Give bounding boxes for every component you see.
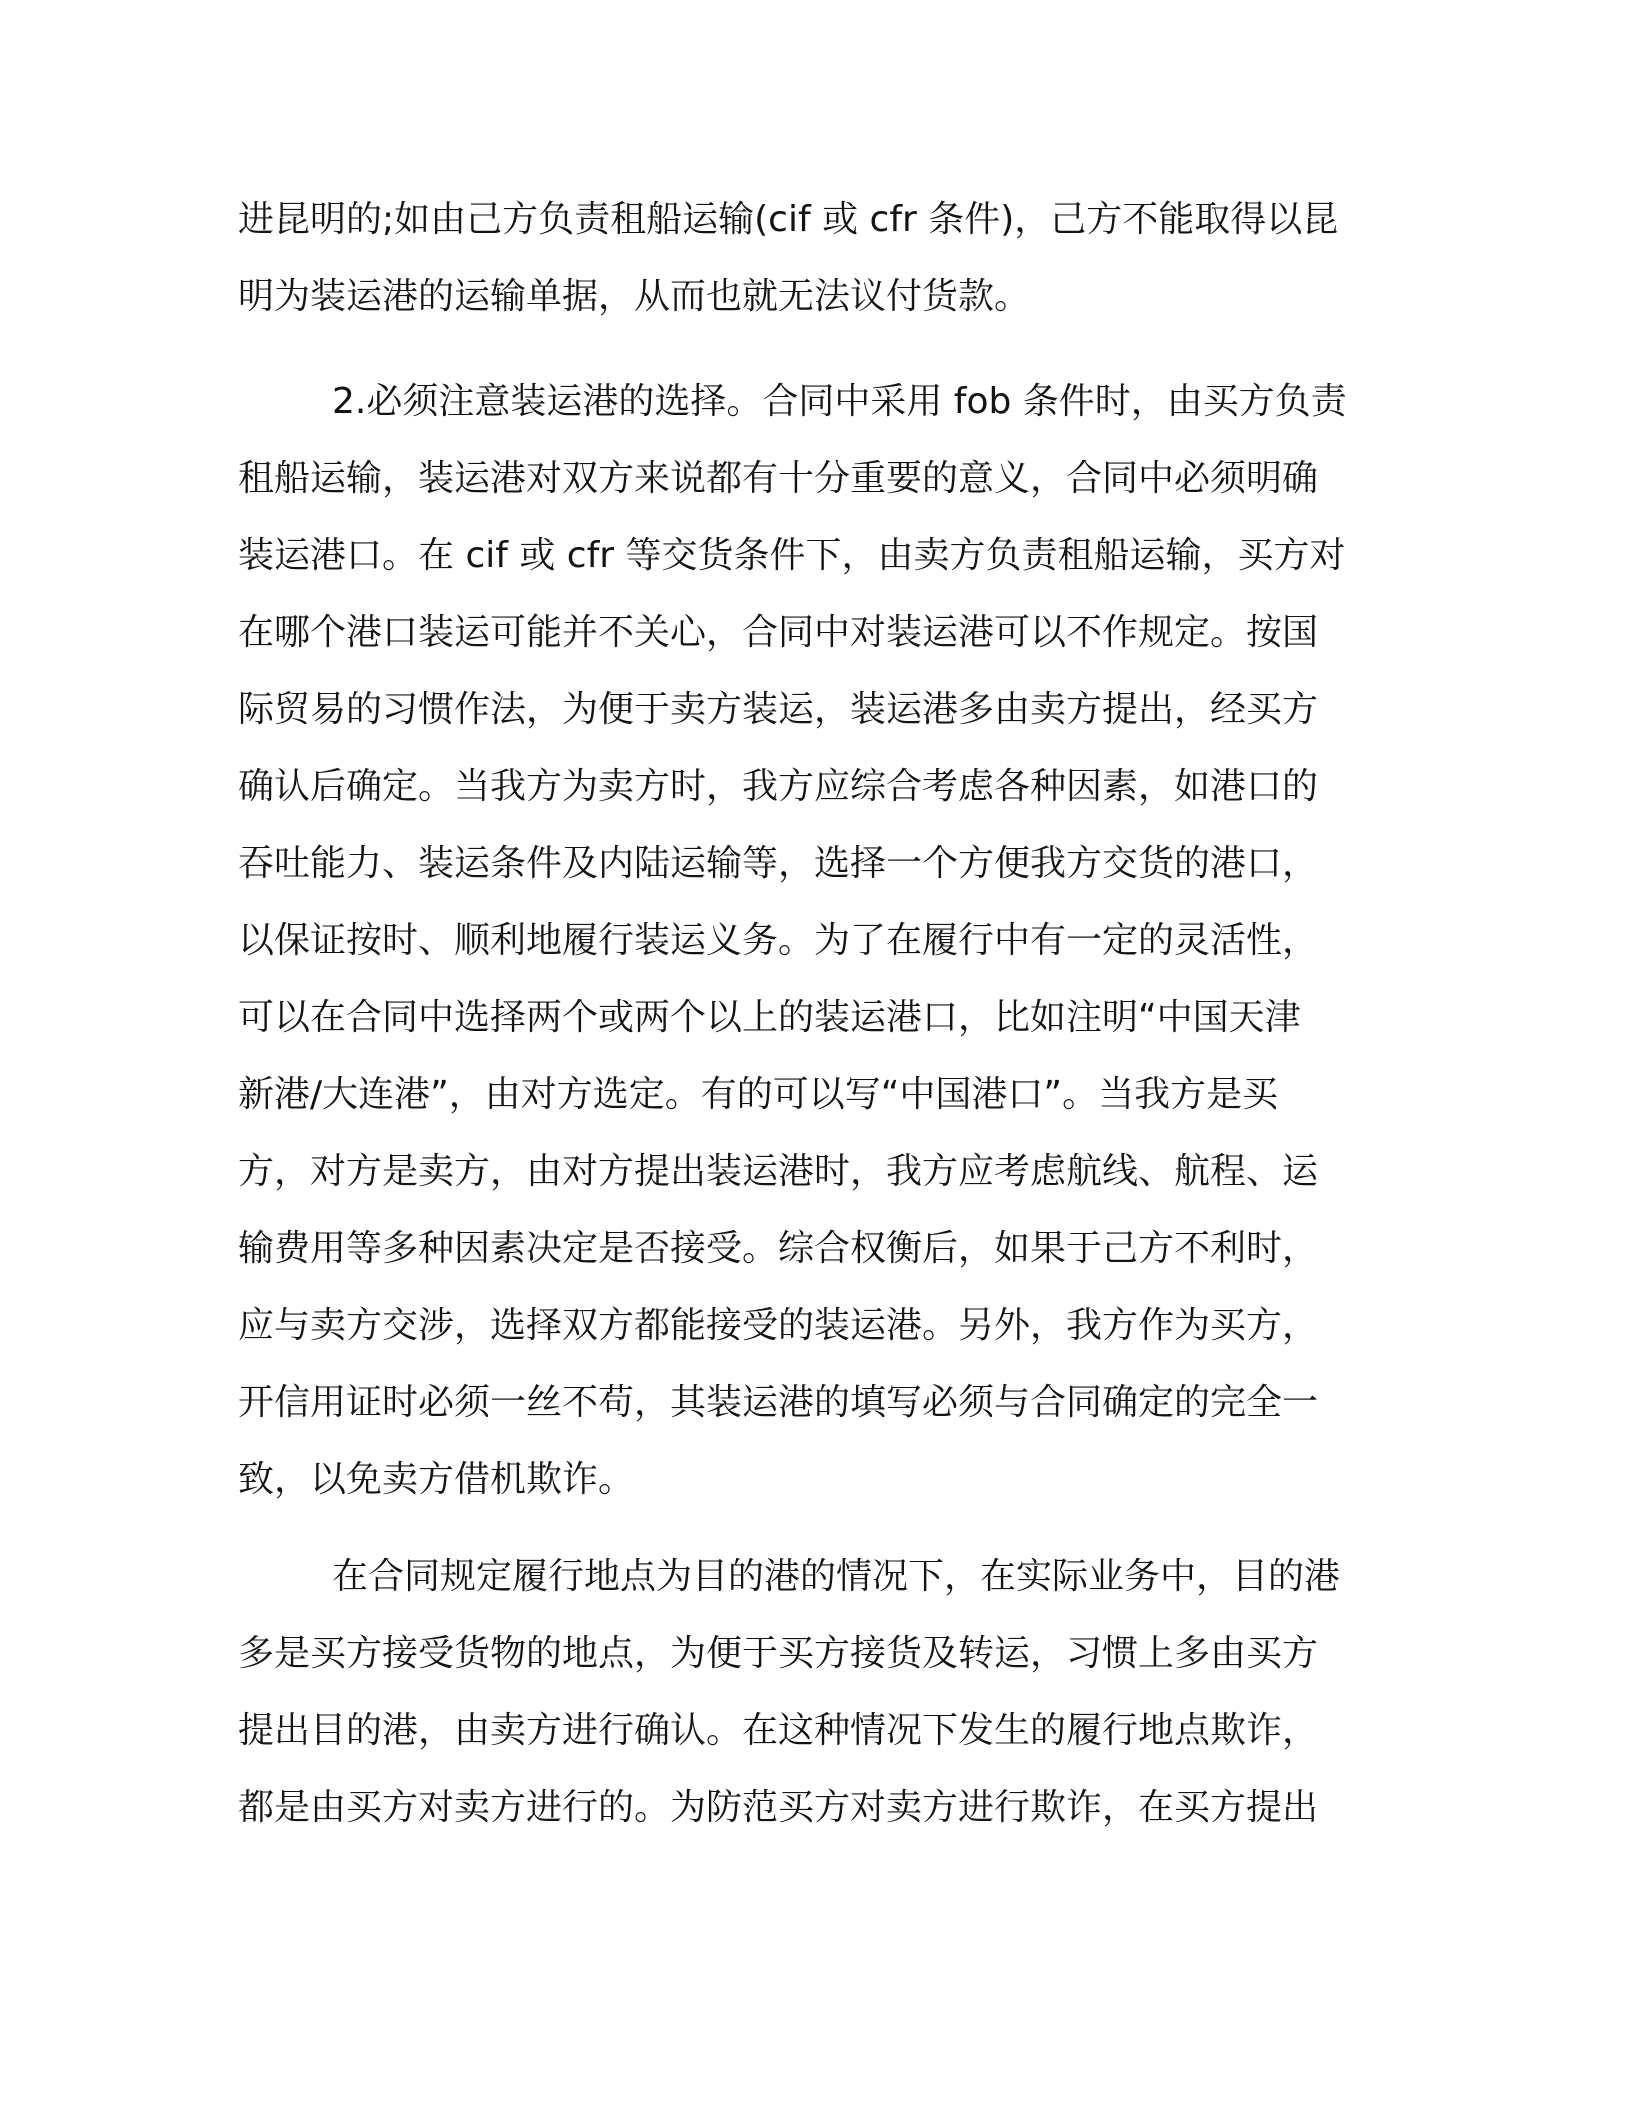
text-line: 吞吐能力、装运条件及内陆运输等，选择一个方便我方交货的港口， [238, 843, 1319, 884]
text-line: 2.必须注意装运港的选择。合同中采用 fob 条件时，由买方负责 [332, 381, 1347, 422]
text-line: 可以在合同中选择两个或两个以上的装运港口，比如注明“中国天津 [238, 997, 1301, 1038]
text-line: 际贸易的习惯作法，为便于卖方装运，装运港多由卖方提出，经买方 [238, 689, 1319, 730]
paragraph-continuation [238, 181, 1378, 335]
text-line: 装运港口。在 cif 或 cfr 等交货条件下，由卖方负责租船运输，买方对 [238, 535, 1346, 576]
text-line: 多是买方接受货物的地点，为便于买方接货及转运，习惯上多由买方 [238, 1633, 1319, 1674]
text-line: 输费用等多种因素决定是否接受。综合权衡后，如果于己方不利时， [238, 1228, 1319, 1269]
text-line: 提出目的港，由卖方进行确认。在这种情况下发生的履行地点欺诈， [238, 1710, 1319, 1751]
paragraph-loading-port [238, 363, 1378, 1518]
text-line: 在哪个港口装运可能并不关心，合同中对装运港可以不作规定。按国 [238, 612, 1319, 653]
text-line: 在合同规定履行地点为目的港的情况下，在实际业务中，目的港 [332, 1556, 1341, 1597]
text-line: 确认后确定。当我方为卖方时，我方应综合考虑各种因素，如港口的 [238, 766, 1319, 807]
text-line: 都是由买方对卖方进行的。为防范买方对卖方进行欺诈，在买方提出 [238, 1787, 1319, 1828]
paragraph-destination-port [238, 1538, 1378, 1846]
text-line: 致，以免卖方借机欺诈。 [238, 1459, 635, 1500]
text-line: 进昆明的;如由己方负责租船运输(cif 或 cfr 条件)，己方不能取得以昆 [238, 199, 1339, 240]
text-line: 开信用证时必须一丝不苟，其装运港的填写必须与合同确定的完全一 [238, 1382, 1319, 1423]
text-line: 租船运输，装运港对双方来说都有十分重要的意义，合同中必须明确 [238, 458, 1319, 499]
text-line: 新港/大连港”，由对方选定。有的可以写“中国港口”。当我方是买 [238, 1074, 1279, 1115]
text-line: 应与卖方交涉，选择双方都能接受的装运港。另外，我方作为买方， [238, 1305, 1319, 1346]
text-line: 方，对方是卖方，由对方提出装运港时，我方应考虑航线、航程、运 [238, 1151, 1319, 1192]
text-line: 明为装运港的运输单据，从而也就无法议付货款。 [238, 276, 1031, 317]
text-line: 以保证按时、顺利地履行装运义务。为了在履行中有一定的灵活性， [238, 920, 1319, 961]
